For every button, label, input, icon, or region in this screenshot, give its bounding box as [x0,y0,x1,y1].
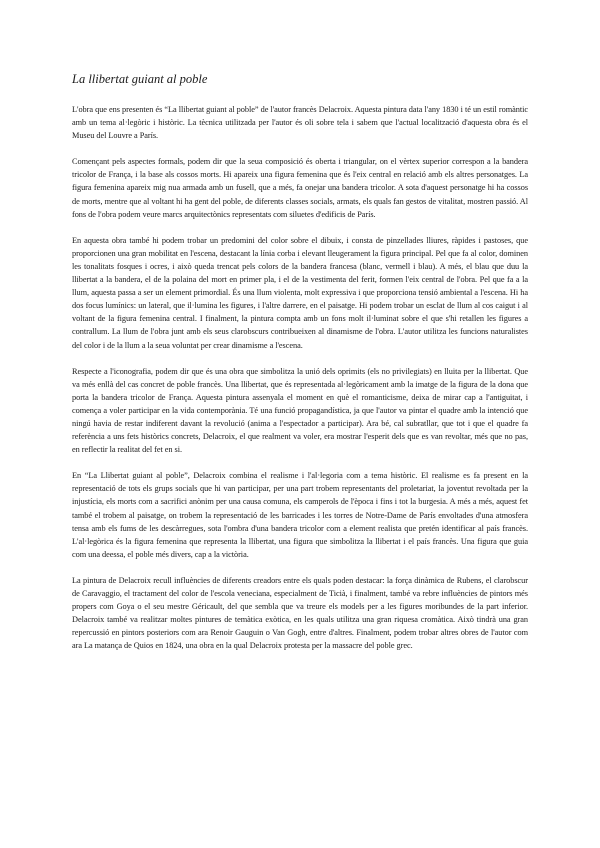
paragraph-influences: La pintura de Delacroix recull influències de diferents creadors entre els quals poden destacar: la força dinàmica de Rubens, el clarobscur de Caravaggio, el tractament del color de l'escola veneciana, especialment de Ticià, i finalment, també va rebre influències de pintors més propers com Goya o el seu mestre Géricault, del que sembla que va treure els models per a les figures moribundes de la part inferior. Delacroix també va realitzar moltes pintures de temàtica exòtica, en les quals utilitza una gran riquesa cromàtica. Això tindrà una gran repercussió en pintors posteriors com ara Renoir Gauguin o Van Gogh, entre d'altres. Finalment, podem trobar altres obres de l'autor com ara La matança de Quios en 1824, una obra en la qual Delacroix protesta per la massacre del poble grec. [72,575,528,651]
paragraph-formal-aspects: Començant pels aspectes formals, podem dir que la seua composició és oberta i triangular, on el vèrtex superior correspon a la bandera tricolor de França, i la base als cossos morts. Hi apareix una figura femenina que és l'eix central en relació amb els altres personatges. La figura femenina apareix mig nua armada amb un fusell, que a més, fa onejar una bandera tricolor. A sota d'aquest personatge hi ha cossos de morts, mentre que al voltant hi ha gent del poble, de diferents classes socials, armats, els quals fan gestos de vitalitat, mostren passió. Al fons de l'obra podem veure marcs arquitectònics representats com siluetes d'edificis de París. [72,157,528,219]
paragraph-realism-allegory: En “La Llibertat guiant al poble”, Delacroix combina el realisme i l'al·legoria com a tema històric. El realisme es fa present en la representació de tots els grups socials que hi van participar, per una part trobem representants del proletariat, la joventut revoltada per la injustícia, els morts com a sacrifici anònim per una causa comuna, els camperols de l'època i fins i tot la burgesia. A més a més, aquest fet també el trobem al paisatge, on trobem la representació de les barricades i les torres de Notre-Dame de París envoltades d'una atmosfera tensa amb els fums de les descàrregues, sota l'ombra d'una bandera tricolor com a element realista que pretén identificar al país francès. L'al·legòrica és la figura femenina que representa la llibertat, una figura que simbolitza la llibertat i el país francès. Una figura que guia com una deessa, el poble més divers, cap a la victòria. [72,471,528,559]
paragraph-introduction: L'obra que ens presenten és “La llibertat guiant al poble” de l'autor francès Delacroix. Aquesta pintura data l'any 1830 i té un estil romàntic amb un tema al·legòric i històric. La tècnica utilitzada per l'autor és oli sobre tela i sabem que l'actual localització d'aquesta obra és el Museu del Louvre a París. [72,105,528,141]
document-title: La llibertat guiant al poble [72,72,208,86]
paragraph-color-and-light: En aquesta obra també hi podem trobar un predomini del color sobre el dibuix, i consta de pinzellades lliures, ràpides i pastoses, que proporcionen una gran mobilitat en l'escena, destacant la línia corba i elevant lleugerament la figura principal. Pel que fa al color, dominen les tonalitats fosques i ocres, i això queda trencat pels colors de la bandera francesa (blanc, vermell i blau). A més, el blau que duu la llibertat a la bandera, el de la polaina del mort en primer pla, i el de la vestimenta del ferit, formen l'eix central de l'obra. Pel que fa a la llum, aquesta passa a ser un element primordial. És una llum violenta, molt expressiva i que proporciona tensió ambiental a l'escena. Hi ha dos focus lumínics: un lateral, que il·lumina les figures, i l'altre darrere, en el paisatge. Hi podem trobar un esclat de llum al cos caigut i al voltant de la figura femenina central. I finalment, la pintura compta amb un fons molt il·luminat sobre el que s'hi retallen les figures a contrallum. La llum de l'obra junt amb els seus clarobscurs contribueixen al dinamisme de l'obra. L'autor utilitza les funcions naturalistes del color i de la llum a la seua voluntat per crear dinamisme a l'escena. [72,235,528,350]
paragraph-iconography: Respecte a l'iconografia, podem dir que és una obra que simbolitza la unió dels oprimits (els no privilegiats) en lluita per la llibertat. Que va més enllà del cas concret de poble francès. Una llibertat, que és representada al·legòricament amb la imatge de la figura de la dona que porta la bandera tricolor de França. Aquesta pintura assenyala el moment en què el romanticisme, deixa de mirar cap a l'antiguitat, i comença a voler participar en la vida contemporània. Té una funció propagandística, ja que l'autor va pintar el quadre amb la intenció que ningú havia de restar indiferent davant la revolució (anima a l'espectador a participar). Ara bé, cal subratllar, que tot i que el quadre fa referència a uns fets històrics concrets, Delacroix, el que realment va voler, era mostrar l'esperit dels que es van revoltar, més que no pas, en reflectir la realitat del fet en si. [72,366,528,455]
